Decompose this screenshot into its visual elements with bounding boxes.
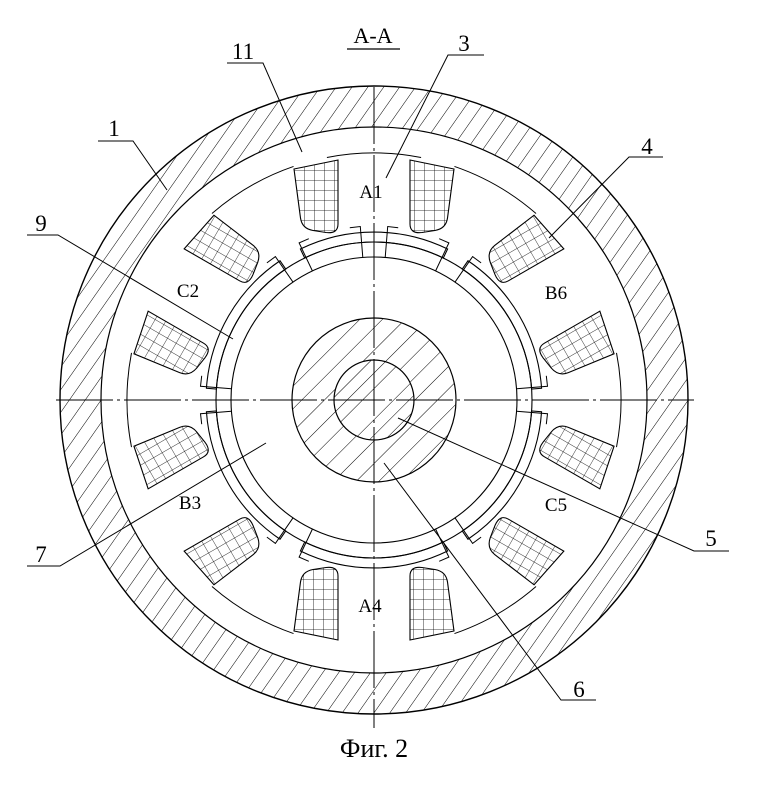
section-title: А-А bbox=[353, 23, 393, 48]
winding-label-b3: B3 bbox=[178, 493, 202, 514]
winding-label-c2: C2 bbox=[176, 281, 200, 302]
part-label-7: 7 bbox=[35, 542, 47, 567]
part-label-3: 3 bbox=[458, 31, 470, 56]
winding-label-c5: C5 bbox=[544, 495, 568, 516]
winding-label-a4: A4 bbox=[358, 596, 382, 617]
winding-label-a1: A1 bbox=[359, 182, 383, 203]
part-label-5: 5 bbox=[705, 526, 717, 551]
coil-cross-section bbox=[294, 160, 338, 233]
winding-label-b6: B6 bbox=[544, 283, 568, 304]
part-label-4: 4 bbox=[641, 134, 653, 159]
part-label-9: 9 bbox=[35, 211, 47, 236]
part-label-11: 11 bbox=[231, 39, 255, 64]
part-label-6: 6 bbox=[573, 677, 585, 702]
figure-caption: Фиг. 2 bbox=[339, 734, 409, 763]
part-label-1: 1 bbox=[108, 116, 120, 141]
coil-cross-section bbox=[410, 160, 454, 233]
